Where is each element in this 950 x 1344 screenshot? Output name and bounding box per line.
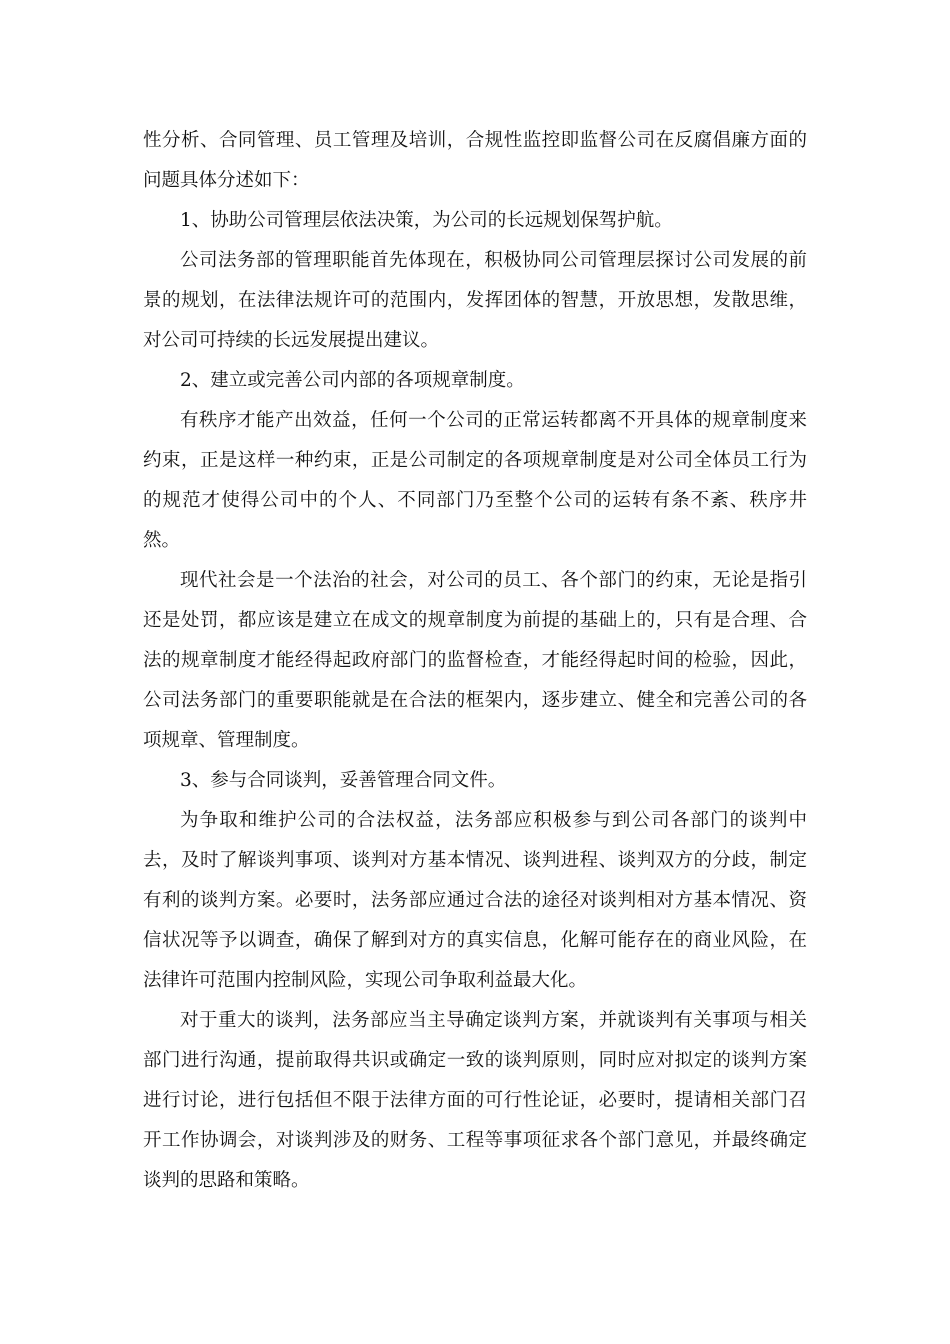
paragraph-rule-of-law: 现代社会是一个法治的社会，对公司的员工、各个部门的约束，无论是指引还是处罚，都应该是建立在成文的规章制度为前提的基础上的，只有是合理、合法的规章制度才能经得起政府部门的监督检查，才能经得起时间的检验，因此，公司法务部门的重要职能就是在合法的框架内，逐步建立、健全和完善公司的各项规章、管理制度。 bbox=[143, 570, 807, 751]
paragraph-intro-continuation: 性分析、合同管理、员工管理及培训，合规性监控即监督公司在反腐倡廉方面的问题具体分述如下： bbox=[143, 130, 807, 191]
section-heading-1: 1、协助公司管理层依法决策，为公司的长远规划保驾护航。 bbox=[180, 210, 673, 231]
paragraph-negotiation: 为争取和维护公司的合法权益，法务部应积极参与到公司各部门的谈判中去，及时了解谈判事项、谈判对方基本情况、谈判进程、谈判双方的分歧，制定有利的谈判方案。必要时，法务部应通过合法的途径对谈判相对方基本情况、资信状况等予以调查，确保了解到对方的真实信息，化解可能存在的商业风险，在法律许可范围内控制风险，实现公司争取利益最大化。 bbox=[143, 810, 807, 991]
section-heading-3: 3、参与合同谈判，妥善管理合同文件。 bbox=[180, 770, 507, 791]
paragraph-major-negotiation: 对于重大的谈判，法务部应当主导确定谈判方案，并就谈判有关事项与相关部门进行沟通，提前取得共识或确定一致的谈判原则，同时应对拟定的谈判方案进行讨论，进行包括但不限于法律方面的可行性论证，必要时，提请相关部门召开工作协调会，对谈判涉及的财务、工程等事项征求各个部门意见，并最终确定谈判的思路和策略。 bbox=[143, 1010, 807, 1191]
section-heading-2: 2、建立或完善公司内部的各项规章制度。 bbox=[180, 370, 525, 391]
paragraph-management-function: 公司法务部的管理职能首先体现在，积极协同公司管理层探讨公司发展的前景的规划，在法律法规许可的范围内，发挥团体的智慧，开放思想，发散思维，对公司可持续的长远发展提出建议。 bbox=[143, 250, 807, 351]
document-body bbox=[143, 121, 807, 1201]
paragraph-order-efficiency: 有秩序才能产出效益，任何一个公司的正常运转都离不开具体的规章制度来约束，正是这样一种约束，正是公司制定的各项规章制度是对公司全体员工行为的规范才使得公司中的个人、不同部门乃至整个公司的运转有条不紊、秩序井然。 bbox=[143, 410, 807, 551]
